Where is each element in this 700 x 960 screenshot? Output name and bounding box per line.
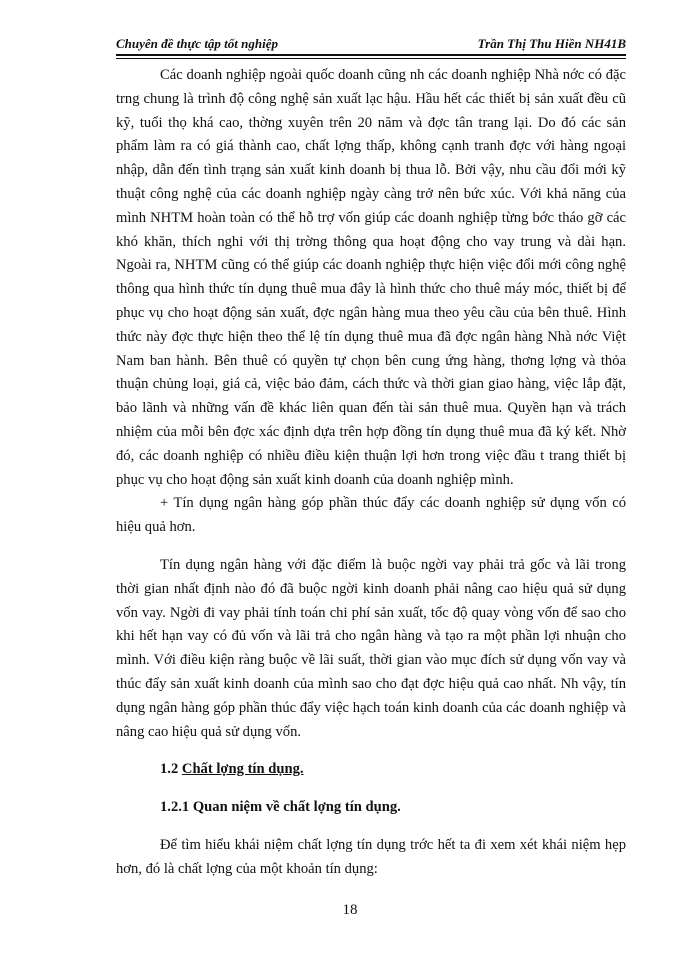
paragraph-gap <box>116 540 626 554</box>
page-number: 18 <box>342 902 358 918</box>
header-rule-thin <box>116 58 626 59</box>
paragraph-gap <box>116 820 626 834</box>
page-body <box>116 64 626 882</box>
header-right-text: Trần Thị Thu Hiền NH41B <box>477 36 626 51</box>
paragraph-gap <box>116 782 626 796</box>
section-title: Chất lợng tín dụng. <box>181 761 304 778</box>
paragraph: Các doanh nghiệp ngoài quốc doanh cũng nh các doanh nghiệp Nhà nớc có đặc trng chung là trình độ công nghệ sản xuất lạc hậu. Hầu hết các thiết bị sản xuất đều cũ kỹ, tuổi thọ khá cao, thờng xuyên trên 20 năm và đợc tân trang lại. Do đó các sản phẩm làm ra có giá thành cao, chất lợng thấp, không cạnh tranh đợc với hàng ngoại nhập, dẫn đến tình trạng sản xuất kinh doanh bị thua lỗ. Bởi vậy, nhu cầu đổi mới kỹ thuật công nghệ của các doanh nghiệp ngày càng trở nên bức xúc. Với khả năng của mình NHTM hoàn toàn có thể hỗ trợ vốn giúp các doanh nghiệp từng bớc tháo gỡ các khó khăn, thích nghi với thị trờng thông qua hoạt động cho vay trung và dài hạn. Ngoài ra, NHTM cũng có thể giúp các doanh nghiệp thực hiện việc đổi mới công nghệ thông qua hình thức tín dụng thuê mua đây là hình thức cho thuê máy móc, thiết bị để phục vụ cho hoạt động sản xuất, đợc ngân hàng mua theo yêu cầu của bên thuê. Hình thức này đợc thực hiện theo thể lệ tín dụng thuê mua đã đợc ngân hàng Nhà nớc Việt Nam ban hành. Bên thuê có quyền tự chọn bên cung ứng hàng, thơng lợng và thỏa thuận chủng loại, giá cả, việc bảo đảm, cách thức và thời gian giao hàng, việc lắp đặt, bảo lãnh và những vấn đề khác liên quan đến tài sản thuê mua. Quyền hạn và trách nhiệm của mỗi bên đợc xác định dựa trên hợp đồng tín dụng thuê mua đã ký kết. Nhờ đó, các doanh nghiệp có nhiều điều kiện thuận lợi hơn trong việc đầu t trang thiết bị phục vụ cho hoạt động sản xuất kinh doanh của doanh nghiệp mình. <box>116 67 626 488</box>
header-rule-thick <box>116 54 626 56</box>
paragraph-gap <box>116 744 626 758</box>
paragraph: Để tìm hiểu khái niệm chất lợng tín dụng trớc hết ta đi xem xét khái niệm hẹp hơn, đó là chất lợng của một khoản tín dụng: <box>116 836 626 877</box>
paragraph: + Tín dụng ngân hàng góp phần thúc đẩy các doanh nghiệp sử dụng vốn có hiệu quả hơn. <box>116 495 626 536</box>
page-header <box>116 30 626 56</box>
header-left-text: Chuyên đề thực tập tốt nghiệp <box>116 36 278 51</box>
subsection-heading: 1.2.1 Quan niệm về chất lợng tín dụng. <box>160 799 401 816</box>
section-heading <box>116 758 626 782</box>
section-number: 1.2 <box>160 761 179 778</box>
paragraph: Tín dụng ngân hàng với đặc điểm là buộc ngời vay phải trả gốc và lãi trong thời gian nhất định nào đó đã buộc ngời kinh doanh phải nâng cao hiệu quả sử dụng vốn vay. Ngời đi vay phải tính toán chi phí sản xuất, tốc độ quay vòng vốn để sao cho khi hết hạn vay có đủ vốn và lãi trả cho ngân hàng và tạo ra một phần lợi nhuận cho mình. Với điều kiện ràng buộc về lãi suất, thời gian vào mục đích sử dụng vốn vay và thúc đẩy sản xuất kinh doanh của mình sao cho đạt đợc hiệu quả cao nhất. Nh vậy, tín dụng ngân hàng góp phần thúc đẩy việc hạch toán kinh doanh của các doanh nghiệp và nâng cao hiệu quả sử dụng vốn. <box>116 556 626 740</box>
